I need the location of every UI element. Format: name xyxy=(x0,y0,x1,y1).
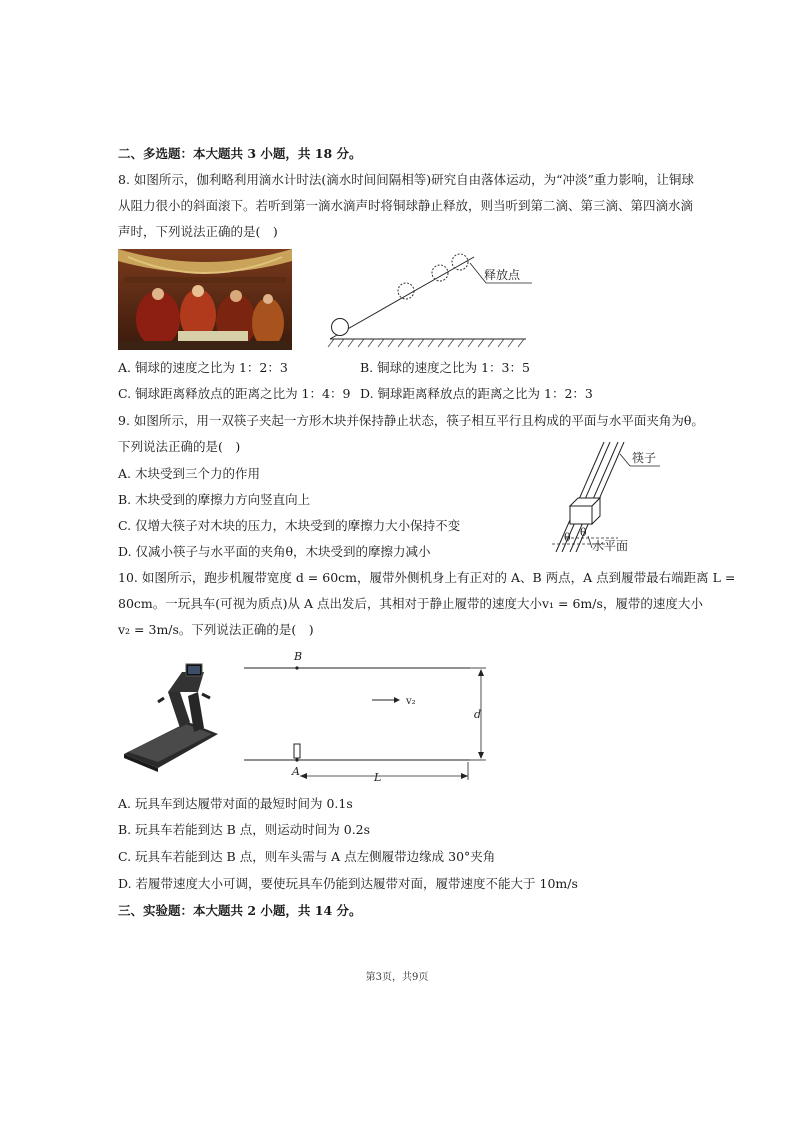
treadmill-photo xyxy=(118,662,228,772)
theta-label-left: θ xyxy=(564,531,571,544)
q8-option-b[interactable]: B. 铜球的速度之比为 1：3：5 xyxy=(360,360,530,375)
q9-option-a[interactable]: A. 木块受到三个力的作用 xyxy=(118,466,260,481)
q10-line-1: 10. 如图所示，跑步机履带宽度 d = 60cm，履带外侧机身上有正对的 A、B 两点，A 点到履带最右端距离 L = xyxy=(118,570,736,585)
q9-line-1: 9. 如图所示，用一双筷子夹起一方形木块并保持静止状态，筷子相互平行且构成的平面与水平面夹角为θ。 xyxy=(118,413,704,428)
section-2-heading: 二、多选题：本大题共 3 小题，共 18 分。 xyxy=(118,146,362,161)
point-a-label: A xyxy=(292,765,300,778)
width-d-label: d xyxy=(474,708,482,721)
q8-option-d[interactable]: D. 铜球距离释放点的距离之比为 1：2：3 xyxy=(360,386,593,401)
page-footer: 第3页，共9页 xyxy=(365,972,429,983)
galileo-painting xyxy=(118,249,292,350)
theta-label-right: θ xyxy=(580,526,587,539)
q10-option-d[interactable]: D. 若履带速度大小可调，要使玩具车仍能到达履带对面，履带速度不能大于 10m/s xyxy=(118,876,578,891)
q8-line-1: 8. 如图所示，伽利略利用滴水计时法(滴水时间间隔相等)研究自由落体运动，为“冲淡”重力影响，让铜球 xyxy=(118,172,694,187)
q8-option-c[interactable]: C. 铜球距离释放点的距离之比为 1：4：9 xyxy=(118,386,351,401)
q9-option-c[interactable]: C. 仅增大筷子对木块的压力，木块受到的摩擦力大小保持不变 xyxy=(118,518,461,533)
length-l-label: L xyxy=(374,771,382,784)
chopsticks-diagram xyxy=(548,440,678,560)
q10-line-2: 80cm。一玩具车(可视为质点)从 A 点出发后，其相对于静止履带的速度大小v₁ = 6m/s，履带的速度大小 xyxy=(118,596,703,611)
q10-option-c[interactable]: C. 玩具车若能到达 B 点，则车头需与 A 点左侧履带边缘成 30°夹角 xyxy=(118,849,496,864)
q9-line-2: 下列说法正确的是( ) xyxy=(118,439,241,454)
release-point-label: 释放点 xyxy=(484,268,521,282)
q8-line-3: 声时，下列说法正确的是( ) xyxy=(118,224,278,239)
q8-line-2: 从阻力很小的斜面滚下。若听到第一滴水滴声时将铜球静止释放，则当听到第二滴、第三滴、第四滴水滴 xyxy=(118,198,694,213)
horizontal-plane-label: 水平面 xyxy=(592,539,629,553)
chopsticks-label: 筷子 xyxy=(632,451,657,465)
q10-line-3: v₂ = 3m/s。下列说法正确的是( ) xyxy=(118,622,314,637)
belt-diagram xyxy=(240,648,500,788)
section-3-heading: 三、实验题：本大题共 2 小题，共 14 分。 xyxy=(118,903,362,918)
q10-option-b[interactable]: B. 玩具车若能到达 B 点，则运动时间为 0.2s xyxy=(118,822,371,837)
point-b-label: B xyxy=(294,650,303,663)
q9-option-b[interactable]: B. 木块受到的摩擦力方向竖直向上 xyxy=(118,492,311,507)
incline-diagram xyxy=(326,249,536,351)
q8-option-a[interactable]: A. 铜球的速度之比为 1：2：3 xyxy=(118,360,288,375)
v2-label: v₂ xyxy=(406,696,416,707)
q9-option-d[interactable]: D. 仅减小筷子与水平面的夹角θ，木块受到的摩擦力减小 xyxy=(118,544,431,559)
q10-option-a[interactable]: A. 玩具车到达履带对面的最短时间为 0.1s xyxy=(118,796,353,811)
